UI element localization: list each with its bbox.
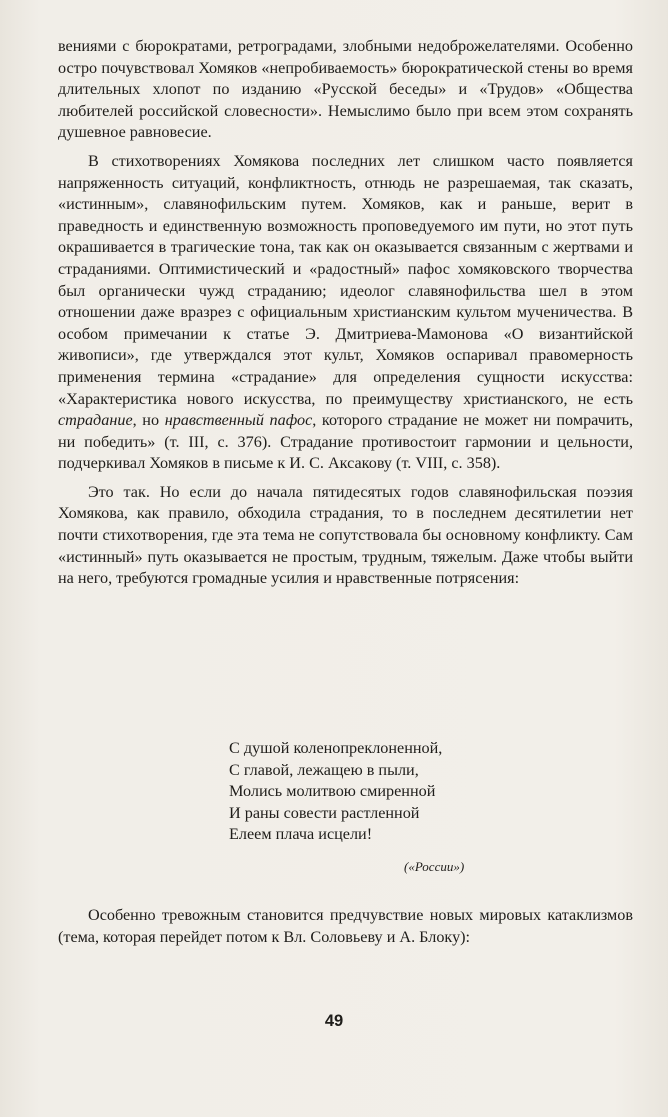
poem-quote xyxy=(229,738,569,846)
paragraph-2-part-3: , которого страдание не может ни помрачить, ни победить» (т. III, с. 376). Страдание противостоит гармонии и цельности, подчеркивал Хомяков в письме к И. С. Аксакову (т. VIII, с. 358). xyxy=(58,411,633,473)
page-number: 49 xyxy=(324,1012,344,1030)
paragraph-1: вениями с бюрократами, ретроградами, злобными недоброжелателями. Особенно остро почувствовал Хомяков «непробиваемость» бюрократической стены во время длительных хлопот по изданию «Русской беседы» и «Трудов» «Общества любителей российской словесности». Немыслимо было при всем этом сохранять душевное равновесие. xyxy=(58,37,633,142)
paragraph-2 xyxy=(58,151,633,475)
poem-attribution: («России») xyxy=(404,859,465,874)
paragraph-4: Особенно тревожным становится предчувствие новых мировых катаклизмов (тема, которая перейдет потом к Вл. Соловьеву и А. Блоку): xyxy=(58,906,633,946)
poem-line: Молись молитвою смиренной xyxy=(229,782,436,801)
poem-line: И раны совести растленной xyxy=(229,803,420,822)
poem-line: С душой коленопреклоненной, xyxy=(229,739,443,757)
paragraph-2-italic-1: страдание xyxy=(58,411,133,430)
paragraph-2-italic-2: нравственный пафос xyxy=(164,411,313,430)
paragraph-3: Это так. Но если до начала пятидесятых годов славянофильская поэзия Хомякова, как правило, обходила страдания, то в последнем десятилетии нет почти стихотворения, где эта тема не сопутствовала бы основному конфликту. Сам «истинный» путь оказывается не простым, трудным, тяжелым. Даже чтобы выйти на него, требуются громадные усилия и нравственные потрясения: xyxy=(58,482,633,588)
upper-text-block xyxy=(58,36,633,590)
paragraph-2-part-1: В стихотворениях Хомякова последних лет слишком часто появляется напряженность ситуаций, конфликтность, отнюдь не разрешаемая, так сказать, «истинным», славянофильским путем. Хомяков, как и раньше, верит в праведность и единственную возможность проповедуемого им пути, но этот путь окрашивается в трагические тона, так как он оказывается связанным с жертвами и страданиями. Оптимистический и «радостный» пафос хомяковского творчества был органически чужд страданию; идеолог славянофильства шел в этом отношении даже вразрез с официальным христианским культом мученичества. В особом примечании к статье Э. Дмитриева-Мамонова «О византийской живописи», где утверждался этот культ, Хомяков оспаривал правомерность применения термина «страдание» для определения сущности искусства: «Характеристика нового искусства, по преимуществу христианского, не есть xyxy=(58,151,633,408)
poem-line: С главой, лежащею в пыли, xyxy=(229,760,419,779)
lower-text-block xyxy=(58,905,633,948)
paragraph-2-part-2: , но xyxy=(132,411,165,430)
poem-line: Елеем плача исцели! xyxy=(229,825,373,844)
